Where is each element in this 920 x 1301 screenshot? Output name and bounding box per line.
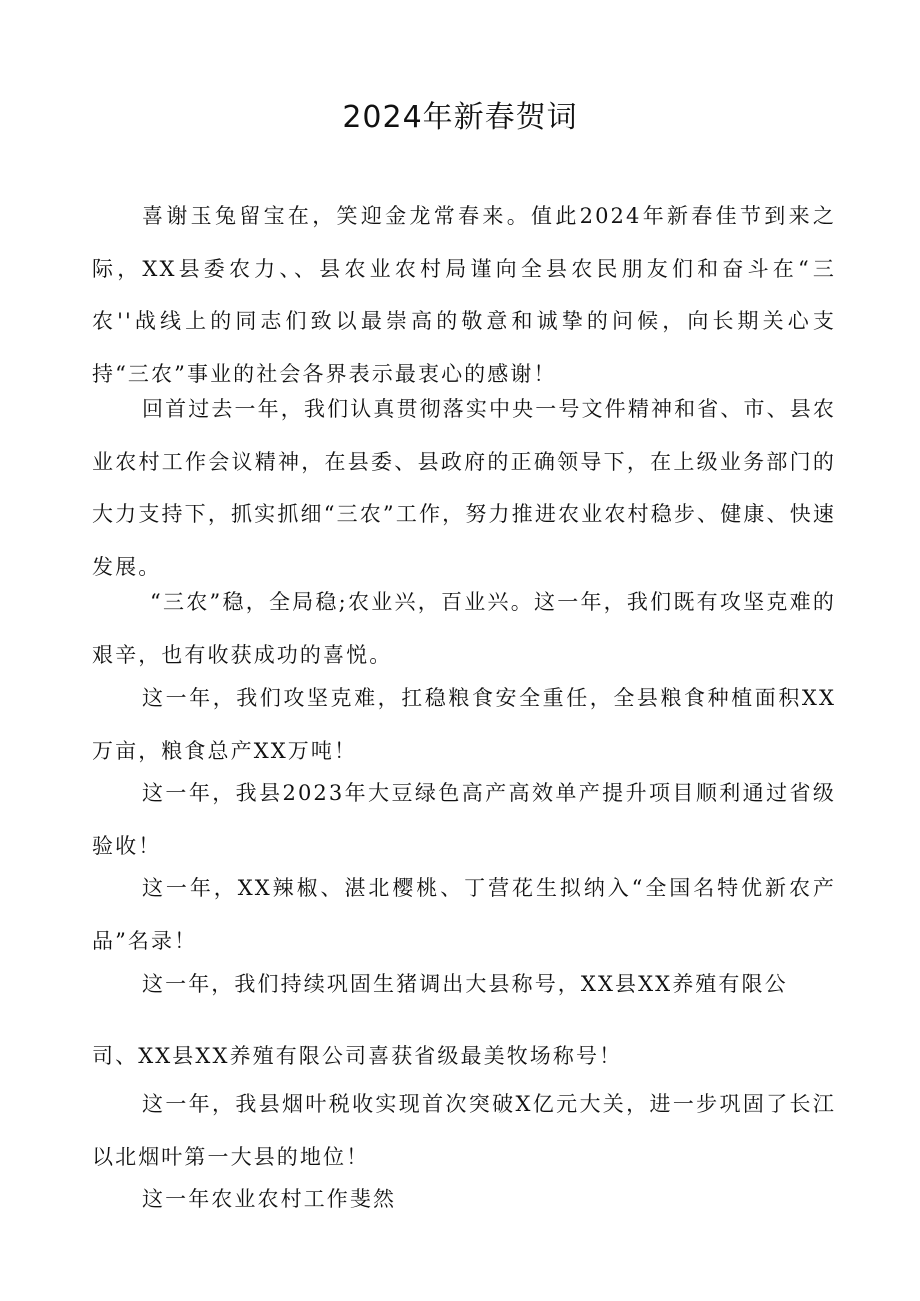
paragraph-review: 回首过去一年，我们认真贯彻落实中央一号文件精神和省、市、县农业农村工作会议精神，在县委、县政府的正确领导下，在上级业务部门的大力支持下，抓实抓细“三农”工作，努力推进农业农村稳步、健康、快速发展。 — [92, 397, 836, 579]
paragraph-closing: 这一年农业农村工作斐然 — [142, 1187, 397, 1211]
paragraph-pig-county-continued: 司、XX县XX养殖有限公司喜获省级最美牧场称号！ — [92, 1044, 623, 1068]
paragraph-specialty-products: 这一年，XX辣椒、湛北樱桃、丁营花生拟纳入“全国名特优新农产品”名录！ — [92, 876, 836, 953]
paragraph-greeting: 喜谢玉兔留宝在，笑迎金龙常春来。值此2024年新春佳节到来之际，XX县委农力、、县农业农村局谨向全县农民朋友们和奋斗在“三农''战线上的同志们致以最崇高的敬意和诚挚的问候，向长期关心支持“三农”事业的社会各界表示最衷心的感谢！ — [92, 204, 836, 386]
paragraph-three-rural: “三农”稳，全局稳;农业兴，百业兴。这一年，我们既有攻坚克难的艰辛，也有收获成功的喜悦。 — [92, 590, 836, 667]
paragraph-tobacco: 这一年，我县烟叶税收实现首次突破X亿元大关，进一步巩固了长江以北烟叶第一大县的地位！ — [92, 1092, 836, 1169]
paragraph-grain: 这一年，我们攻坚克难，扛稳粮食安全重任，全县粮食种植面积XX万亩，粮食总产XX万吨！ — [92, 686, 836, 763]
document-title: 2024年新春贺词 — [342, 100, 578, 135]
paragraph-soybean: 这一年，我县2023年大豆绿色高产高效单产提升项目顺利通过省级验收！ — [92, 781, 836, 858]
paragraph-pig-county: 这一年，我们持续巩固生猪调出大县称号，XX县XX养殖有限公 — [142, 972, 788, 996]
